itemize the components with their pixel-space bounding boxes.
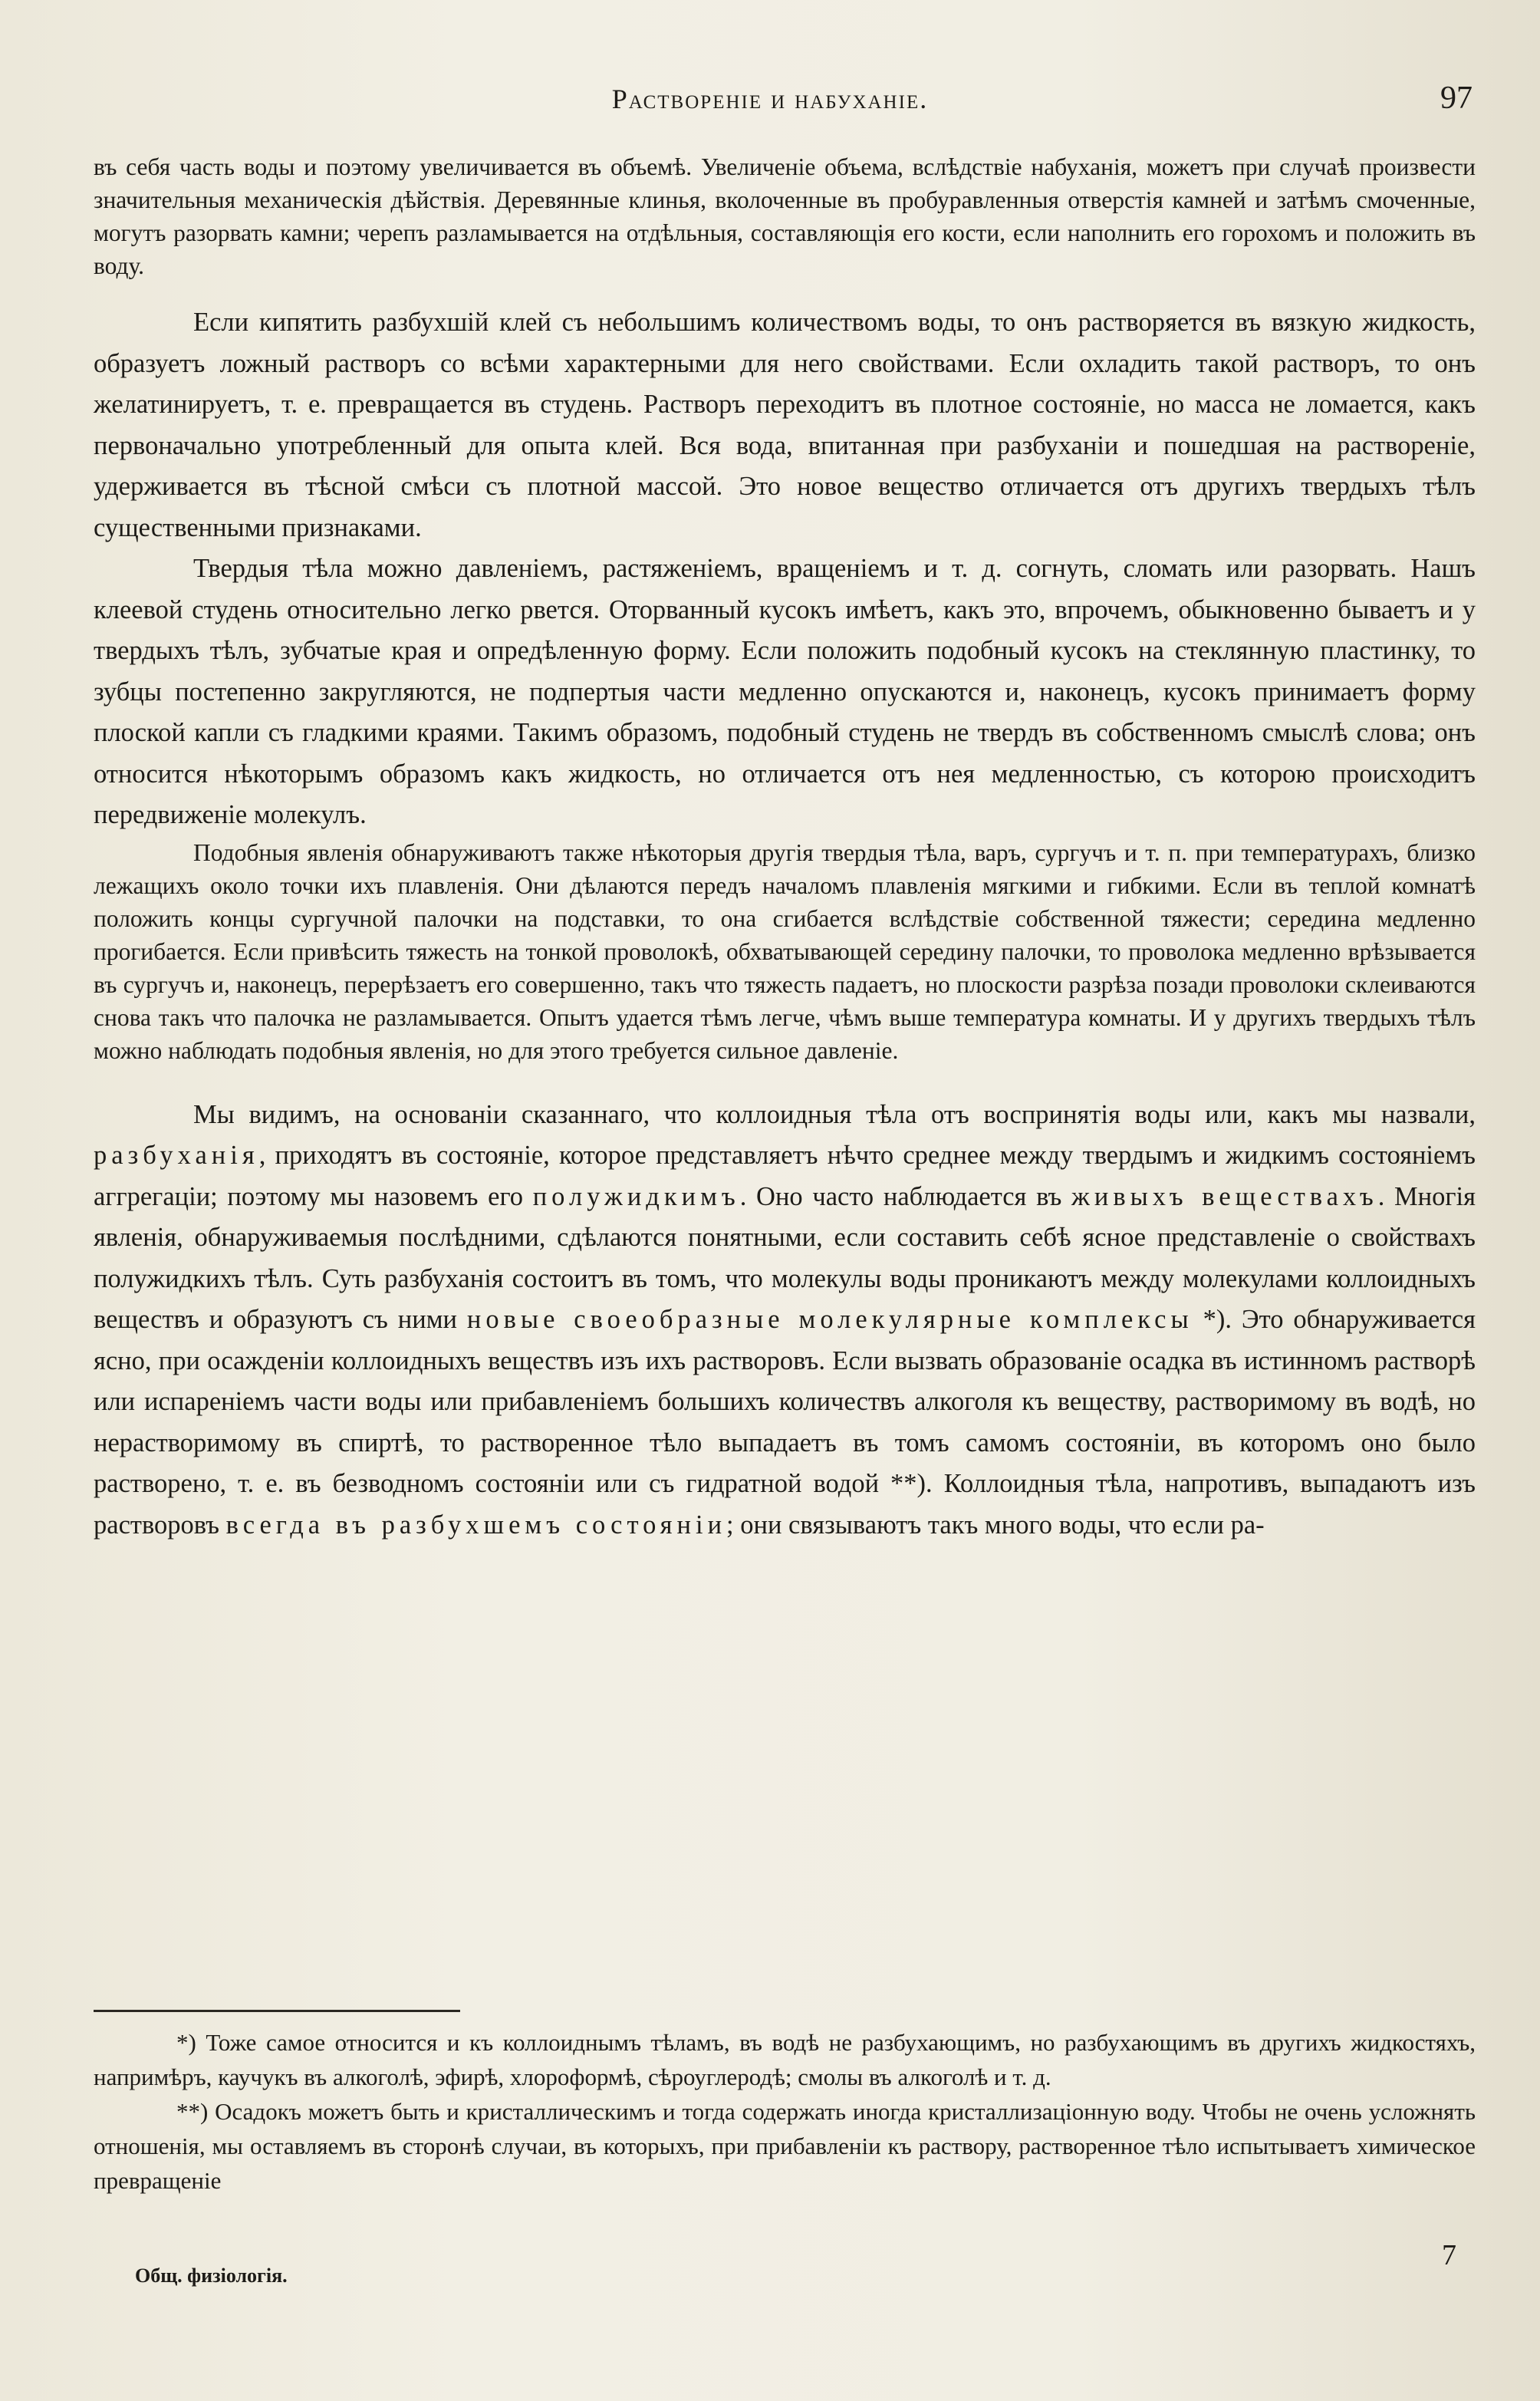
footnote-divider bbox=[94, 2010, 460, 2012]
spaced-term-swollen-state: всегда въ разбухшемъ состоянiи bbox=[225, 1510, 727, 1540]
paragraph-4: Подобныя явленiя обнаруживаютъ также нѣкоторыя другiя твердыя тѣла, варъ, сургучъ и т. п. при температурахъ, близко лежащихъ около точки ихъ плавленiя. Они дѣлаются передъ началомъ плавленiя мягкими и гибкими. Если въ теплой комнатѣ положить концы сургучной палочки на подставки, то она сгибается вслѣдствiе собственной тяжести; середина медленно прогибается. Если привѣсить тяжесть на тонкой проволокѣ, обхватывающей середину палочки, то проволока медленно врѣзывается въ сургучъ и, наконецъ, перерѣзаетъ его совершенно, такъ что тяжесть падаетъ, но плоскости разрѣза позади проволоки склеиваются снова такъ что палочка не разламывается. Опытъ удается тѣмъ легче, чѣмъ выше температура комнаты. И у другихъ твердыхъ тѣлъ можно наблюдать подобныя явленiя, но для этого требуется сильное давленiе. bbox=[94, 838, 1476, 1064]
paragraph-5-text-d: . Многiя явленiя, обнаруживаемыя послѣдними, сдѣлаются понятными, если составить себѣ ясное представленie о свойствахъ полужидкихъ тѣлъ. Суть разбуханiя состоитъ въ томъ, что молекулы воды проникаютъ между молекулами коллоидныхъ веществъ и образуютъ съ ними bbox=[94, 1181, 1476, 1334]
paragraph-5-text-a: Мы видимъ, на основанiи сказаннаго, что коллоидныя тѣла отъ воспринятiя воды или, какъ мы назвали, bbox=[193, 1099, 1476, 1129]
spaced-term-semiliquid: полужидкимъ bbox=[532, 1181, 740, 1211]
running-title: Растворенie и набуханie. bbox=[611, 84, 929, 114]
page-number: 97 bbox=[1440, 81, 1473, 116]
paragraph-5-text-b: , приходятъ въ состоянiе, которое представляетъ нѣчто среднее между твердымъ и жидкимъ состоянiемъ аггрегацiи; поэтому мы назовемъ его bbox=[94, 1141, 1476, 1211]
footnotes bbox=[94, 2025, 1476, 2198]
paragraph-2: Если кипятить разбухшiй клей съ небольшимъ количествомъ воды, то онъ растворяется въ вязкую жидкость, образуетъ ложный растворъ со всѣми характерными для него свойствами. Если охладить такой растворъ, то онъ желатинируетъ, т. е. превращается въ студень. Растворъ переходитъ въ плотное состоянiе, но масса не ломается, какъ первоначально употребленный для опыта клей. Вся вода, впитанная при разбуханiи и пошедшая на растворенie, удерживается въ тѣсной смѣси съ плотной массой. Это новое вещество отличается отъ другихъ твердыхъ тѣлъ существенными признаками. bbox=[94, 308, 1476, 542]
spaced-term-molecular-complexes: новые своеобразные молекулярные комплексы bbox=[466, 1305, 1193, 1334]
signature-number: 7 bbox=[1442, 2239, 1456, 2271]
paragraph-5 bbox=[94, 1095, 1476, 1546]
spaced-term-living-substances: живыхъ веществахъ bbox=[1071, 1181, 1378, 1211]
paragraph-3: Твердыя тѣла можно давленiемъ, растяженiемъ, вращенiемъ и т. д. согнуть, сломать или разорвать. Нашъ клеевой студень относительно легко рвется. Оторванный кусокъ имѣетъ, какъ это, впрочемъ, обыкновенно бываетъ и у твердыхъ тѣлъ, зубчатые края и опредѣленную форму. Если положить подобный кусокъ на стеклянную пластинку, то зубцы постепенно закругляются, не подпертыя части медленно опускаются и, наконецъ, кусокъ принимаетъ форму плоской капли съ гладкими краями. Такимъ образомъ, подобный студень не твердъ въ собственномъ смыслѣ слова; онъ относится нѣкоторымъ образомъ какъ жидкость, но отличается отъ нея медленностью, съ которою происходитъ передвиженie молекулъ. bbox=[94, 554, 1476, 829]
paragraph-5-text-e: *). Это обнаруживается ясно, при осажденiи коллоидныхъ веществъ изъ ихъ растворовъ. Если вызвать образованie осадка въ истинномъ растворѣ или испаренiемъ части воды или прибавленiемъ большихъ количествъ алкоголя къ веществу, растворимому въ водѣ, но нерастворимому въ спиртѣ, то растворенное тѣло выпадаетъ въ томъ самомъ состоянiи, въ которомъ оно было растворено, т. е. въ безводномъ состоянiи или съ гидратной водой **). Коллоидныя тѣла, напротивъ, выпадаютъ изъ растворовъ bbox=[94, 1305, 1476, 1540]
signature-title: Общ. физiологiя. bbox=[135, 2264, 288, 2287]
paragraph-5-text-f: ; они связываютъ такъ много воды, что если ра- bbox=[726, 1510, 1265, 1540]
paragraph-1: въ себя часть воды и поэтому увеличивается въ объемѣ. Увеличенie объема, вслѣдствiе набуханiя, можетъ при случаѣ произвести значительныя механическiя дѣйствiя. Деревянные клинья, вколоченные въ пробуравленныя отверстiя камней и затѣмъ смоченные, могутъ разорвать камни; черепъ разламывается на отдѣльныя, составляющiя его кости, если наполнить его горохомъ и положить въ воду. bbox=[94, 153, 1476, 279]
footnote-1: *) Тоже самое относится и къ коллоиднымъ тѣламъ, въ водѣ не разбухающимъ, но разбухающимъ въ другихъ жидкостяхъ, напримѣръ, каучукъ въ алкоголѣ, эфирѣ, хлороформѣ, сѣроуглеродѣ; смолы въ алкоголѣ и т. д. bbox=[94, 2029, 1476, 2090]
body-text bbox=[94, 150, 1476, 1546]
footnote-2: **) Осадокъ можетъ быть и кристаллическимъ и тогда содержать иногда кристаллизацiонную воду. Чтобы не очень усложнять отношенiя, мы оставляемъ въ сторонѣ случаи, въ которыхъ, при прибавленiи къ раствору, растворенное тѣло испытываетъ химическое превращенie bbox=[94, 2098, 1476, 2194]
spaced-term-swelling: разбуханiя bbox=[94, 1141, 259, 1170]
paragraph-5-text-c: . Оно часто наблюдается въ bbox=[739, 1181, 1072, 1211]
